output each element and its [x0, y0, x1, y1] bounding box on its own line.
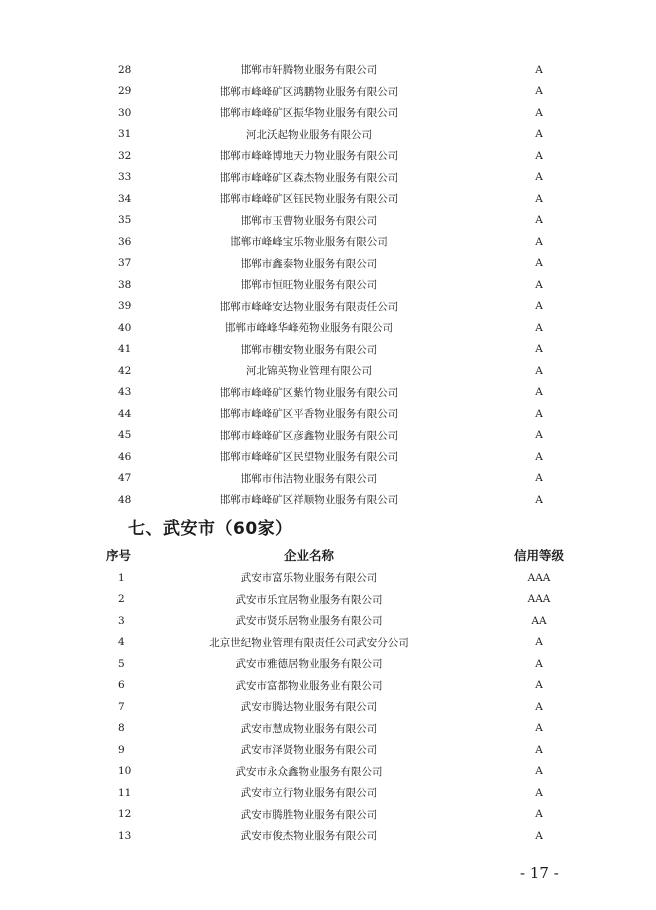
row-serial-number: 35 [118, 214, 132, 227]
row-credit-grade: A [535, 85, 543, 98]
section-heading: 七、武安市（60家） [128, 519, 293, 539]
table-row [104, 675, 584, 697]
row-company-name: 邯郸市峰峰矿区祥顺物业服务有限公司 [219, 494, 399, 507]
row-serial-number: 44 [118, 407, 132, 420]
row-serial-number: 6 [118, 679, 125, 692]
row-company-name: 邯郸市轩腾物业服务有限公司 [240, 64, 378, 77]
row-credit-grade: A [535, 235, 543, 248]
row-serial-number: 32 [118, 149, 132, 162]
row-credit-grade: A [535, 300, 543, 313]
row-serial-number: 46 [118, 450, 132, 463]
row-credit-grade: A [535, 192, 543, 205]
row-company-name: 邯郸市峰峰矿区平香物业服务有限公司 [219, 408, 399, 421]
row-company-name: 武安市俊杰物业服务有限公司 [240, 830, 378, 843]
row-company-name: 邯郸市峰峰矿区紫竹物业服务有限公司 [219, 386, 399, 399]
table-row [104, 403, 584, 425]
row-company-name: 邯郸市峰峰宝乐物业服务有限公司 [230, 236, 388, 249]
table-row [104, 718, 584, 740]
row-credit-grade: A [535, 63, 543, 76]
table-row [104, 739, 584, 761]
table-row [104, 567, 584, 589]
header-serial-number: 序号 [106, 548, 132, 563]
table-row [104, 231, 584, 253]
row-company-name: 邯郸市峰峰矿区彦鑫物业服务有限公司 [219, 429, 399, 442]
row-serial-number: 2 [118, 593, 125, 606]
row-serial-number: 40 [118, 321, 132, 334]
row-company-name: 武安市慧成物业服务有限公司 [240, 722, 378, 735]
row-serial-number: 11 [118, 786, 132, 799]
table-row [104, 610, 584, 632]
row-credit-grade: A [535, 829, 543, 842]
table-row [104, 468, 584, 490]
row-credit-grade: A [535, 149, 543, 162]
table-row [104, 446, 584, 468]
page-number: - 17 - [520, 864, 559, 882]
table-row [104, 145, 584, 167]
row-credit-grade: AAA [527, 593, 551, 606]
row-credit-grade: A [535, 808, 543, 821]
row-serial-number: 31 [118, 128, 132, 141]
table-row [104, 296, 584, 318]
row-company-name: 邯郸市峰峰博地天力物业服务有限公司 [219, 150, 399, 163]
row-serial-number: 43 [118, 386, 132, 399]
table-row [104, 210, 584, 232]
row-serial-number: 4 [118, 636, 125, 649]
row-credit-grade: A [535, 722, 543, 735]
row-credit-grade: AAA [527, 571, 551, 584]
table-row [104, 825, 584, 847]
table-row [104, 696, 584, 718]
row-company-name: 武安市泽贤物业服务有限公司 [240, 744, 378, 757]
row-serial-number: 45 [118, 429, 132, 442]
row-serial-number: 28 [118, 63, 132, 76]
table-row [104, 167, 584, 189]
row-company-name: 武安市腾达物业服务有限公司 [240, 701, 378, 714]
row-serial-number: 29 [118, 85, 132, 98]
row-credit-grade: A [535, 786, 543, 799]
row-company-name: 河北沃起物业服务有限公司 [246, 128, 372, 141]
table-row [104, 489, 584, 511]
row-serial-number: 41 [118, 343, 132, 356]
row-credit-grade: A [535, 450, 543, 463]
row-serial-number: 47 [118, 472, 132, 485]
row-credit-grade: A [535, 636, 543, 649]
row-serial-number: 30 [118, 106, 132, 119]
row-credit-grade: A [535, 386, 543, 399]
table-row [104, 59, 584, 81]
row-serial-number: 9 [118, 743, 125, 756]
row-company-name: 武安市乐宜居物业服务有限公司 [235, 593, 383, 606]
table-row [104, 317, 584, 339]
row-company-name: 邯郸市峰峰矿区钰民物业服务有限公司 [219, 193, 399, 206]
row-credit-grade: A [535, 657, 543, 670]
row-company-name: 邯郸市伟洁物业服务有限公司 [240, 472, 378, 485]
row-credit-grade: A [535, 700, 543, 713]
table-row [104, 102, 584, 124]
row-credit-grade: A [535, 343, 543, 356]
table-row [104, 339, 584, 361]
table-row [104, 274, 584, 296]
row-credit-grade: A [535, 321, 543, 334]
table-row [104, 632, 584, 654]
row-company-name: 邯郸市峰峰华峰苑物业服务有限公司 [225, 322, 393, 335]
row-company-name: 武安市雅德居物业服务有限公司 [235, 658, 383, 671]
row-company-name: 武安市立行物业服务有限公司 [240, 787, 378, 800]
table-row [104, 589, 584, 611]
row-serial-number: 33 [118, 171, 132, 184]
row-company-name: 邯郸市峰峰矿区森杰物业服务有限公司 [219, 171, 399, 184]
row-credit-grade: A [535, 257, 543, 270]
row-company-name: 北京世纪物业管理有限责任公司武安分公司 [209, 636, 409, 649]
row-serial-number: 37 [118, 257, 132, 270]
row-serial-number: 1 [118, 571, 125, 584]
row-serial-number: 12 [118, 808, 132, 821]
row-serial-number: 42 [118, 364, 132, 377]
row-credit-grade: A [535, 128, 543, 141]
row-credit-grade: A [535, 765, 543, 778]
table-row [104, 360, 584, 382]
table-row [104, 253, 584, 275]
row-credit-grade: A [535, 743, 543, 756]
row-serial-number: 13 [118, 829, 132, 842]
row-serial-number: 8 [118, 722, 125, 735]
row-serial-number: 7 [118, 700, 125, 713]
row-serial-number: 3 [118, 614, 125, 627]
row-company-name: 邯郸市玉曹物业服务有限公司 [240, 214, 378, 227]
row-credit-grade: A [535, 493, 543, 506]
row-serial-number: 10 [118, 765, 132, 778]
row-credit-grade: A [535, 429, 543, 442]
table-row [104, 804, 584, 826]
row-credit-grade: A [535, 214, 543, 227]
row-company-name: 邯郸市鑫泰物业服务有限公司 [240, 257, 378, 270]
row-company-name: 邯郸市棚安物业服务有限公司 [240, 343, 378, 356]
row-company-name: 武安市贤乐居物业服务有限公司 [235, 615, 383, 628]
row-serial-number: 39 [118, 300, 132, 313]
row-credit-grade: A [535, 679, 543, 692]
table-row [104, 382, 584, 404]
row-company-name: 邯郸市峰峰矿区民望物业服务有限公司 [219, 451, 399, 464]
table-row [104, 425, 584, 447]
table-row [104, 761, 584, 783]
row-company-name: 邯郸市峰峰安达物业服务有限责任公司 [219, 300, 399, 313]
table-row [104, 81, 584, 103]
table-row [104, 188, 584, 210]
row-credit-grade: AA [531, 614, 547, 627]
row-company-name: 邯郸市峰峰矿区鸿鹏物业服务有限公司 [219, 85, 399, 98]
row-credit-grade: A [535, 364, 543, 377]
row-credit-grade: A [535, 472, 543, 485]
row-serial-number: 36 [118, 235, 132, 248]
header-company-name: 企业名称 [283, 548, 334, 563]
row-company-name: 武安市富都物业服务业有限公司 [235, 679, 383, 692]
row-serial-number: 48 [118, 493, 132, 506]
row-company-name: 武安市永众鑫物业服务有限公司 [235, 765, 383, 778]
row-company-name: 武安市富乐物业服务有限公司 [240, 572, 378, 585]
table-row [104, 124, 584, 146]
row-credit-grade: A [535, 278, 543, 291]
row-serial-number: 5 [118, 657, 125, 670]
row-credit-grade: A [535, 407, 543, 420]
row-serial-number: 38 [118, 278, 132, 291]
row-credit-grade: A [535, 171, 543, 184]
credit-table-handan [104, 59, 584, 511]
row-serial-number: 34 [118, 192, 132, 205]
row-credit-grade: A [535, 106, 543, 119]
table-row [104, 653, 584, 675]
row-company-name: 邯郸市恒旺物业服务有限公司 [240, 279, 378, 292]
header-credit-grade: 信用等级 [513, 548, 564, 563]
row-company-name: 武安市腾胜物业服务有限公司 [240, 808, 378, 821]
table-row [104, 782, 584, 804]
row-company-name: 河北锦英物业管理有限公司 [246, 365, 372, 378]
row-company-name: 邯郸市峰峰矿区振华物业服务有限公司 [219, 107, 399, 120]
credit-table-wuan [104, 567, 584, 847]
table-header-row [104, 544, 584, 566]
